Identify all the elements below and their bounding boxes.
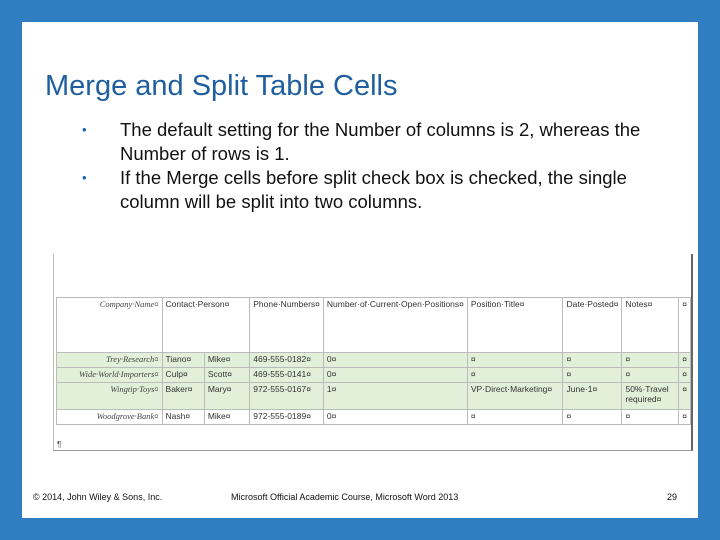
table-cell: ¤ — [467, 368, 563, 383]
header-cell: Position·Title¤ — [467, 298, 563, 353]
table-cell: 1¤ — [323, 383, 467, 410]
table-cell: Wide·World·Importers¤ — [57, 368, 163, 383]
table-cell: Wingtip·Toys¤ — [57, 383, 163, 410]
table-cell: 50%·Travel required¤ — [622, 383, 679, 410]
footer-copyright: © 2014, John Wiley & Sons, Inc. — [33, 492, 163, 502]
table-cell: ¤ — [622, 368, 679, 383]
bullet-dot-icon: • — [82, 122, 87, 137]
bullet-dot-icon: • — [82, 170, 87, 185]
table-cell: ¤ — [622, 410, 679, 425]
table-cell: 469-555-0182¤ — [250, 353, 324, 368]
document-table — [56, 297, 691, 425]
ruler-line — [53, 254, 54, 450]
paragraph-mark: ¶ — [57, 440, 62, 449]
table-cell: Mike¤ — [204, 410, 249, 425]
header-cell: ¤ — [679, 298, 691, 353]
bullet-item — [82, 118, 682, 166]
table-cell: ¤ — [679, 383, 691, 410]
slide — [22, 22, 698, 518]
table-row — [57, 353, 691, 368]
footer-course: Microsoft Official Academic Course, Microsoft Word 2013 — [231, 492, 459, 502]
table-cell: 972-555-0189¤ — [250, 410, 324, 425]
header-cell: Phone·Numbers¤ — [250, 298, 324, 353]
page-number: 29 — [667, 492, 678, 502]
header-cell: Notes¤ — [622, 298, 679, 353]
table-cell: Scott¤ — [204, 368, 249, 383]
table-cell: Mary¤ — [204, 383, 249, 410]
bullet-item — [82, 166, 682, 214]
bullet-text: If the Merge cells before split check box is checked, the single column will be split into two columns. — [120, 167, 627, 212]
header-cell: Contact·Person¤ — [162, 298, 250, 353]
table-cell: 469-555-0141¤ — [250, 368, 324, 383]
table-cell: Baker¤ — [162, 383, 204, 410]
table-cell: ¤ — [679, 410, 691, 425]
table-cell: ¤ — [467, 353, 563, 368]
table-cell: Woodgrove·Bank¤ — [57, 410, 163, 425]
table-row — [57, 368, 691, 383]
table-cell: VP·Direct·Marketing¤ — [467, 383, 563, 410]
table-cell: ¤ — [563, 368, 622, 383]
slide-title: Merge and Split Table Cells — [45, 70, 398, 102]
table-row — [57, 410, 691, 425]
table-cell: 0¤ — [323, 368, 467, 383]
table-cell: ¤ — [679, 368, 691, 383]
table-cell: ¤ — [622, 353, 679, 368]
table-row — [57, 383, 691, 410]
table-cell: 0¤ — [323, 353, 467, 368]
table-cell: 0¤ — [323, 410, 467, 425]
table-cell: ¤ — [467, 410, 563, 425]
table-cell: Tiano¤ — [162, 353, 204, 368]
bullet-list — [82, 118, 682, 214]
table-cell: Culp¤ — [162, 368, 204, 383]
header-cell: Company·Name¤ — [57, 298, 163, 353]
bullet-text: The default setting for the Number of columns is 2, whereas the Number of rows is 1. — [120, 119, 641, 164]
table-header-row — [57, 298, 691, 353]
table-cell: ¤ — [679, 353, 691, 368]
table-cell: 972-555-0167¤ — [250, 383, 324, 410]
table-cell: Trey·Research¤ — [57, 353, 163, 368]
header-cell: Number·of·Current·Open·Positions¤ — [323, 298, 467, 353]
table-cell: ¤ — [563, 353, 622, 368]
table-cell: Nash¤ — [162, 410, 204, 425]
table-cell: Mike¤ — [204, 353, 249, 368]
table-cell: ¤ — [563, 410, 622, 425]
table-cell: June·1¤ — [563, 383, 622, 410]
header-cell: Date·Posted¤ — [563, 298, 622, 353]
word-table-screenshot — [53, 254, 693, 451]
